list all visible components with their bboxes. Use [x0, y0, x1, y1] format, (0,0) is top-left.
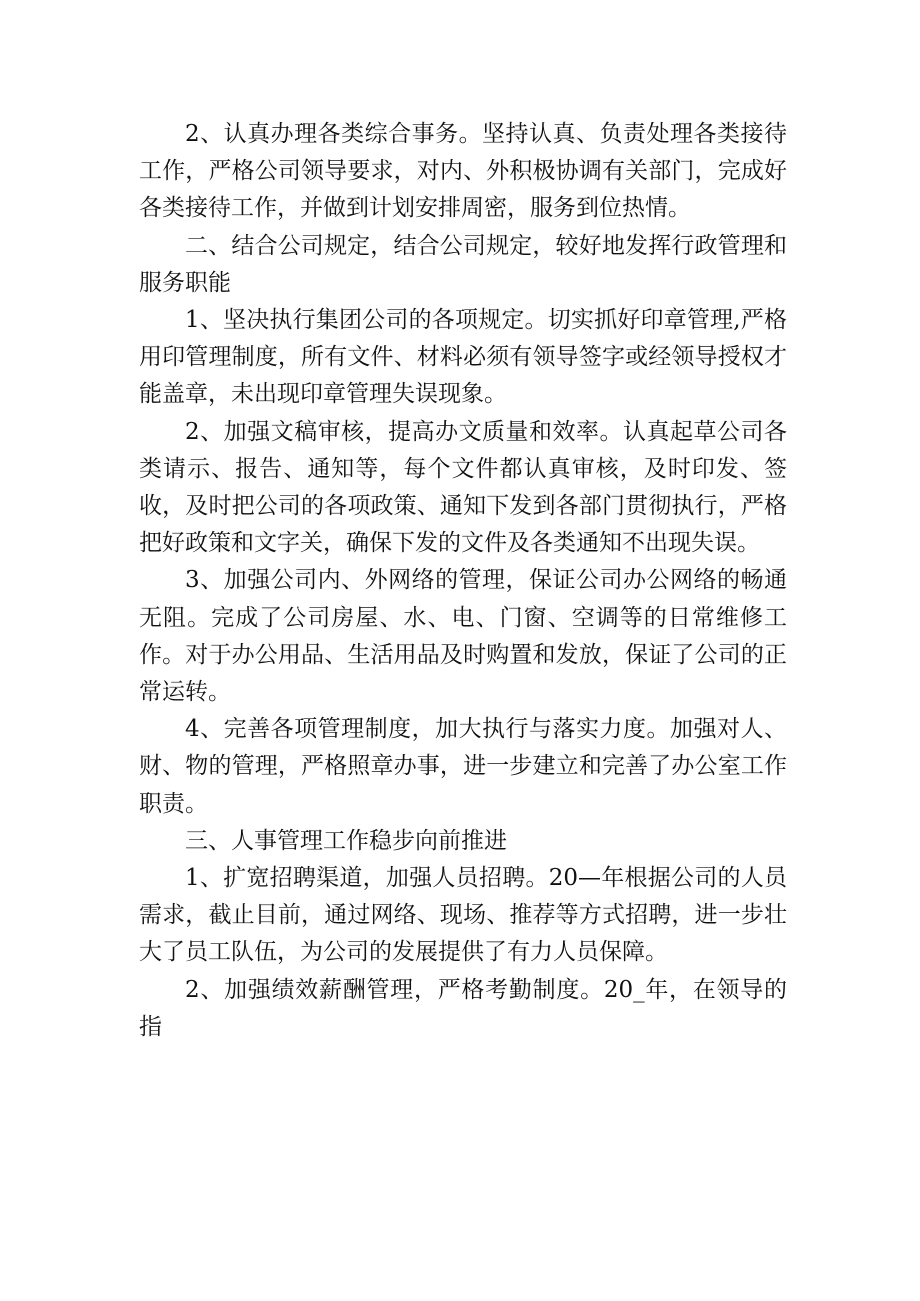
paragraph-seal-management: 1、坚决执行集团公司的各项规定。切实抓好印章管理,严格用印管理制度，所有文件、材料必须有领导签字或经领导授权才能盖章，未出现印章管理失误现象。: [139, 307, 787, 408]
section-heading-two: 二、结合公司规定，结合公司规定，较好地发挥行政管理和服务职能: [139, 232, 787, 296]
paragraph-management-system: 4、完善各项管理制度，加大执行与落实力度。加强对人、财、物的管理，严格照章办事，进一步建立和完善了办公室工作职责。: [139, 716, 787, 817]
paragraph-recruitment: 1、扩宽招聘渠道，加强人员招聘。20—年根据公司的人员需求，截止目前，通过网络、现场、推荐等方式招聘，进一步壮大了员工队伍，为公司的发展提供了有力人员保障。: [139, 865, 787, 966]
paragraph-network-management: 3、加强公司内、外网络的管理，保证公司办公网络的畅通无阻。完成了公司房屋、水、电、门窗、空调等的日常维修工作。对于办公用品、生活用品及时购置和发放，保证了公司的正常运转。: [139, 567, 787, 706]
paragraph-document-review: 2、加强文稿审核，提高办文质量和效率。认真起草公司各类请示、报告、通知等，每个文件都认真审核，及时印发、签收，及时把公司的各项政策、通知下发到各部门贯彻执行，严格把好政策和文字关，确保下发的文件及各类通知不出现失误。: [139, 418, 787, 557]
paragraph-performance-pay: 2、加强绩效薪酬管理，严格考勤制度。20_年，在领导的指: [139, 976, 787, 1040]
paragraph-comprehensive-affairs: 2、认真办理各类综合事务。坚持认真、负责处理各类接待工作，严格公司领导要求，对内、外积极协调有关部门，完成好各类接待工作，并做到计划安排周密，服务到位热情。: [139, 121, 787, 222]
section-heading-three: 三、人事管理工作稳步向前推进: [185, 827, 507, 854]
document-body: [139, 116, 787, 1046]
